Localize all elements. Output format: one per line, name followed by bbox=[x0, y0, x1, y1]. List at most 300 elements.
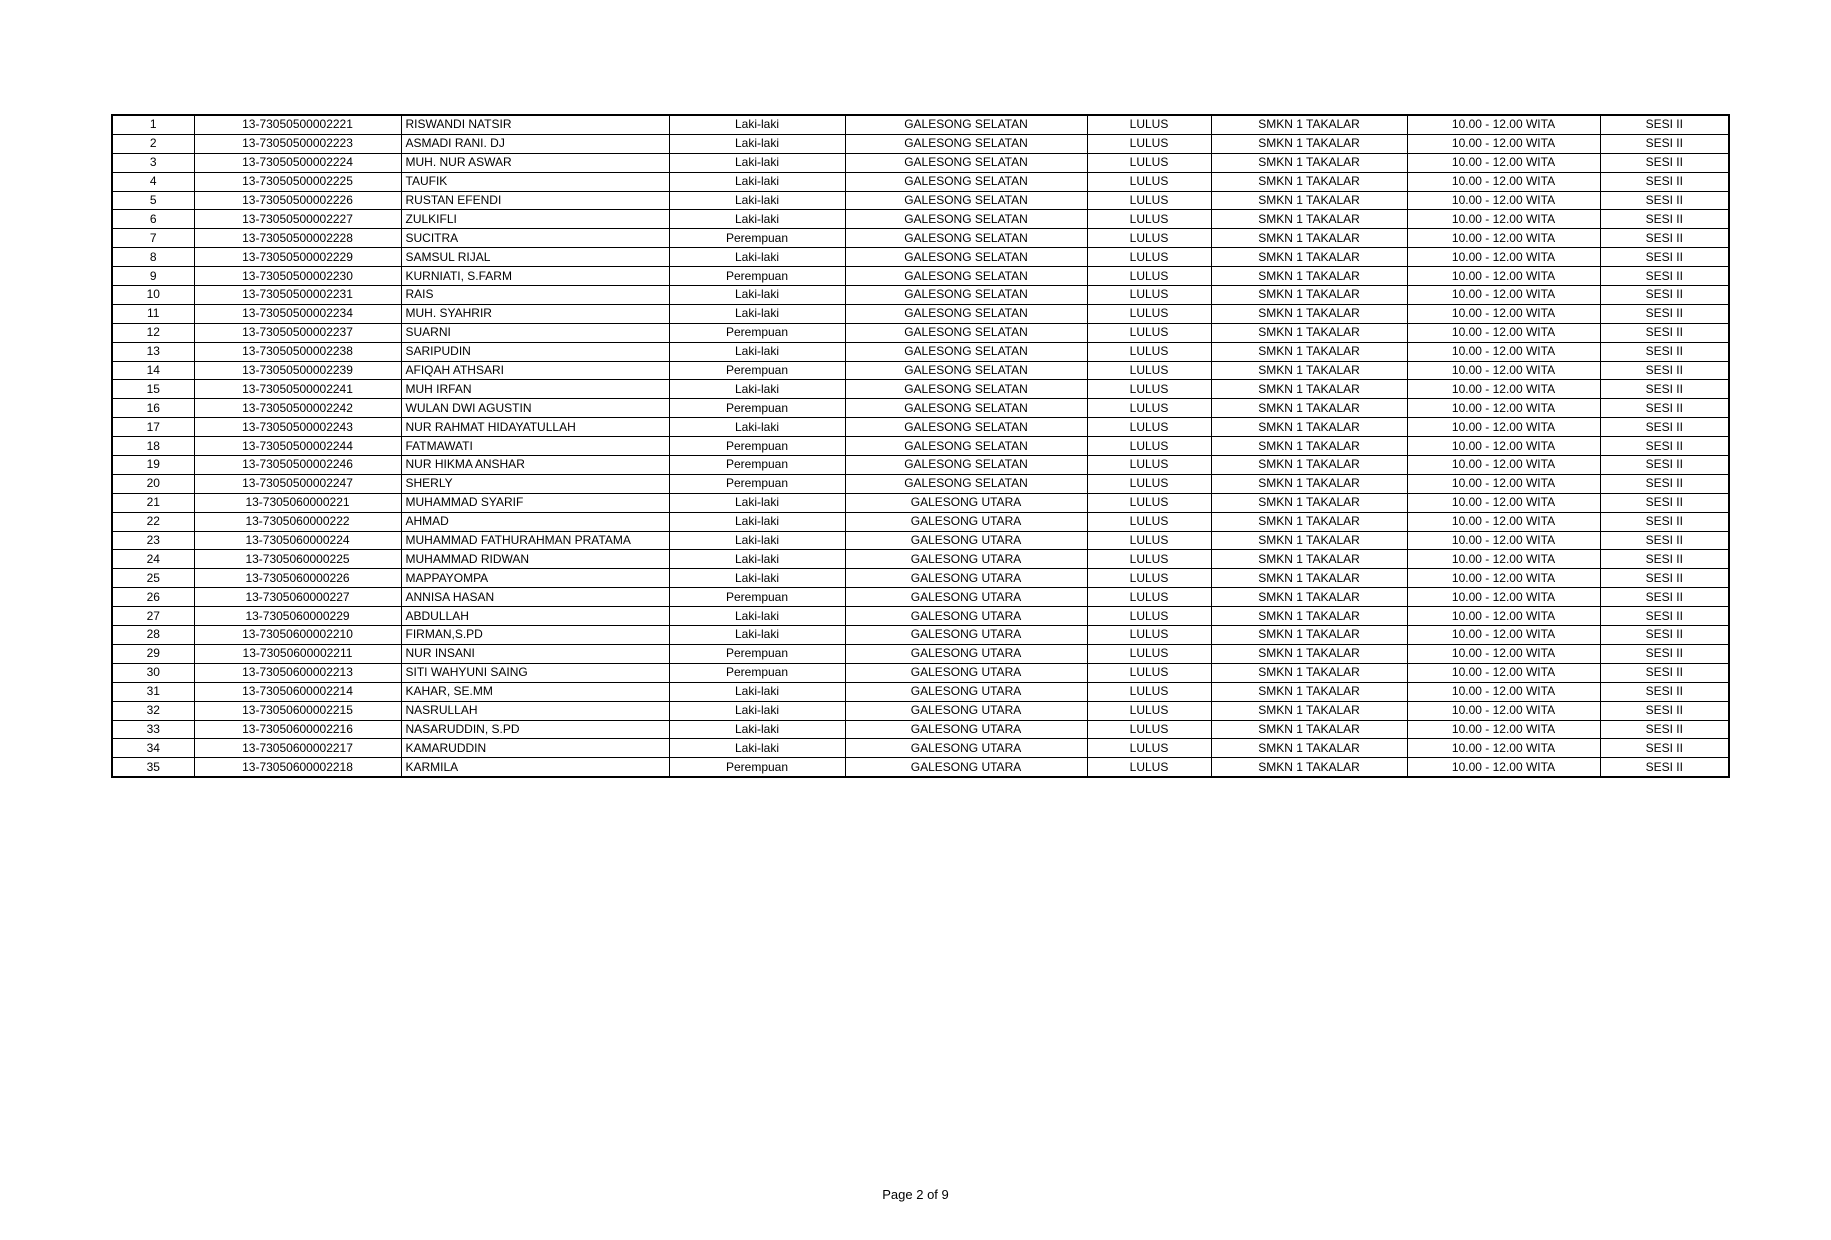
participant-id-cell: 13-73050500002244 bbox=[194, 437, 401, 456]
session-cell: SESI II bbox=[1600, 493, 1729, 512]
time-slot-cell: 10.00 - 12.00 WITA bbox=[1407, 758, 1600, 777]
gender-cell: Laki-laki bbox=[669, 172, 845, 191]
status-cell: LULUS bbox=[1087, 512, 1211, 531]
district-cell: GALESONG SELATAN bbox=[845, 267, 1087, 286]
school-cell: SMKN 1 TAKALAR bbox=[1211, 644, 1407, 663]
participant-id-cell: 13-73050600002217 bbox=[194, 739, 401, 758]
participant-name-cell: MUH IRFAN bbox=[401, 380, 669, 399]
time-slot-cell: 10.00 - 12.00 WITA bbox=[1407, 267, 1600, 286]
status-cell: LULUS bbox=[1087, 172, 1211, 191]
gender-cell: Perempuan bbox=[669, 437, 845, 456]
status-cell: LULUS bbox=[1087, 361, 1211, 380]
time-slot-cell: 10.00 - 12.00 WITA bbox=[1407, 720, 1600, 739]
row-number-cell: 32 bbox=[112, 701, 194, 720]
school-cell: SMKN 1 TAKALAR bbox=[1211, 323, 1407, 342]
table-row bbox=[112, 720, 1729, 739]
table-row bbox=[112, 531, 1729, 550]
district-cell: GALESONG SELATAN bbox=[845, 248, 1087, 267]
status-cell: LULUS bbox=[1087, 115, 1211, 134]
status-cell: LULUS bbox=[1087, 682, 1211, 701]
status-cell: LULUS bbox=[1087, 286, 1211, 305]
district-cell: GALESONG SELATAN bbox=[845, 361, 1087, 380]
row-number-cell: 27 bbox=[112, 607, 194, 626]
session-cell: SESI II bbox=[1600, 758, 1729, 777]
school-cell: SMKN 1 TAKALAR bbox=[1211, 267, 1407, 286]
district-cell: GALESONG UTARA bbox=[845, 607, 1087, 626]
time-slot-cell: 10.00 - 12.00 WITA bbox=[1407, 456, 1600, 475]
session-cell: SESI II bbox=[1600, 191, 1729, 210]
table-row bbox=[112, 399, 1729, 418]
row-number-cell: 4 bbox=[112, 172, 194, 191]
participant-id-cell: 13-7305060000227 bbox=[194, 588, 401, 607]
gender-cell: Laki-laki bbox=[669, 286, 845, 305]
time-slot-cell: 10.00 - 12.00 WITA bbox=[1407, 286, 1600, 305]
row-number-cell: 8 bbox=[112, 248, 194, 267]
participant-name-cell: RISWANDI NATSIR bbox=[401, 115, 669, 134]
school-cell: SMKN 1 TAKALAR bbox=[1211, 550, 1407, 569]
status-cell: LULUS bbox=[1087, 569, 1211, 588]
table-row bbox=[112, 569, 1729, 588]
table-row bbox=[112, 342, 1729, 361]
participant-name-cell: NUR RAHMAT HIDAYATULLAH bbox=[401, 418, 669, 437]
row-number-cell: 30 bbox=[112, 663, 194, 682]
gender-cell: Perempuan bbox=[669, 474, 845, 493]
gender-cell: Laki-laki bbox=[669, 418, 845, 437]
gender-cell: Laki-laki bbox=[669, 531, 845, 550]
table-row bbox=[112, 153, 1729, 172]
session-cell: SESI II bbox=[1600, 626, 1729, 645]
district-cell: GALESONG SELATAN bbox=[845, 210, 1087, 229]
table-row bbox=[112, 418, 1729, 437]
school-cell: SMKN 1 TAKALAR bbox=[1211, 342, 1407, 361]
status-cell: LULUS bbox=[1087, 437, 1211, 456]
district-cell: GALESONG SELATAN bbox=[845, 115, 1087, 134]
row-number-cell: 22 bbox=[112, 512, 194, 531]
school-cell: SMKN 1 TAKALAR bbox=[1211, 569, 1407, 588]
participant-id-cell: 13-73050600002211 bbox=[194, 644, 401, 663]
participant-name-cell: SHERLY bbox=[401, 474, 669, 493]
school-cell: SMKN 1 TAKALAR bbox=[1211, 437, 1407, 456]
status-cell: LULUS bbox=[1087, 323, 1211, 342]
school-cell: SMKN 1 TAKALAR bbox=[1211, 172, 1407, 191]
district-cell: GALESONG UTARA bbox=[845, 626, 1087, 645]
district-cell: GALESONG UTARA bbox=[845, 531, 1087, 550]
status-cell: LULUS bbox=[1087, 607, 1211, 626]
session-cell: SESI II bbox=[1600, 569, 1729, 588]
session-cell: SESI II bbox=[1600, 304, 1729, 323]
school-cell: SMKN 1 TAKALAR bbox=[1211, 474, 1407, 493]
participant-name-cell: NASRULLAH bbox=[401, 701, 669, 720]
gender-cell: Perempuan bbox=[669, 229, 845, 248]
participant-name-cell: SUARNI bbox=[401, 323, 669, 342]
participant-name-cell: MUHAMMAD FATHURAHMAN PRATAMA bbox=[401, 531, 669, 550]
gender-cell: Laki-laki bbox=[669, 512, 845, 531]
time-slot-cell: 10.00 - 12.00 WITA bbox=[1407, 588, 1600, 607]
table-row bbox=[112, 493, 1729, 512]
participant-name-cell: NUR INSANI bbox=[401, 644, 669, 663]
time-slot-cell: 10.00 - 12.00 WITA bbox=[1407, 550, 1600, 569]
school-cell: SMKN 1 TAKALAR bbox=[1211, 607, 1407, 626]
school-cell: SMKN 1 TAKALAR bbox=[1211, 304, 1407, 323]
table-row bbox=[112, 134, 1729, 153]
district-cell: GALESONG UTARA bbox=[845, 550, 1087, 569]
participant-id-cell: 13-73050500002231 bbox=[194, 286, 401, 305]
row-number-cell: 21 bbox=[112, 493, 194, 512]
status-cell: LULUS bbox=[1087, 399, 1211, 418]
school-cell: SMKN 1 TAKALAR bbox=[1211, 134, 1407, 153]
gender-cell: Laki-laki bbox=[669, 248, 845, 267]
district-cell: GALESONG SELATAN bbox=[845, 286, 1087, 305]
participant-id-cell: 13-73050500002225 bbox=[194, 172, 401, 191]
participant-id-cell: 13-73050500002237 bbox=[194, 323, 401, 342]
status-cell: LULUS bbox=[1087, 229, 1211, 248]
gender-cell: Laki-laki bbox=[669, 682, 845, 701]
table-row bbox=[112, 663, 1729, 682]
school-cell: SMKN 1 TAKALAR bbox=[1211, 720, 1407, 739]
table-row bbox=[112, 701, 1729, 720]
participant-name-cell: ASMADI RANI. DJ bbox=[401, 134, 669, 153]
row-number-cell: 28 bbox=[112, 626, 194, 645]
school-cell: SMKN 1 TAKALAR bbox=[1211, 191, 1407, 210]
participant-id-cell: 13-73050600002215 bbox=[194, 701, 401, 720]
status-cell: LULUS bbox=[1087, 248, 1211, 267]
gender-cell: Perempuan bbox=[669, 588, 845, 607]
row-number-cell: 18 bbox=[112, 437, 194, 456]
time-slot-cell: 10.00 - 12.00 WITA bbox=[1407, 607, 1600, 626]
district-cell: GALESONG SELATAN bbox=[845, 304, 1087, 323]
session-cell: SESI II bbox=[1600, 229, 1729, 248]
time-slot-cell: 10.00 - 12.00 WITA bbox=[1407, 418, 1600, 437]
school-cell: SMKN 1 TAKALAR bbox=[1211, 286, 1407, 305]
participant-id-cell: 13-73050500002238 bbox=[194, 342, 401, 361]
district-cell: GALESONG UTARA bbox=[845, 644, 1087, 663]
school-cell: SMKN 1 TAKALAR bbox=[1211, 456, 1407, 475]
participant-name-cell: FIRMAN,S.PD bbox=[401, 626, 669, 645]
district-cell: GALESONG SELATAN bbox=[845, 191, 1087, 210]
status-cell: LULUS bbox=[1087, 550, 1211, 569]
participant-id-cell: 13-73050500002230 bbox=[194, 267, 401, 286]
status-cell: LULUS bbox=[1087, 342, 1211, 361]
district-cell: GALESONG SELATAN bbox=[845, 134, 1087, 153]
session-cell: SESI II bbox=[1600, 682, 1729, 701]
table-row bbox=[112, 380, 1729, 399]
gender-cell: Laki-laki bbox=[669, 191, 845, 210]
participant-table bbox=[111, 114, 1730, 778]
status-cell: LULUS bbox=[1087, 456, 1211, 475]
participant-name-cell: AFIQAH ATHSARI bbox=[401, 361, 669, 380]
gender-cell: Laki-laki bbox=[669, 550, 845, 569]
table-row bbox=[112, 739, 1729, 758]
row-number-cell: 11 bbox=[112, 304, 194, 323]
district-cell: GALESONG UTARA bbox=[845, 493, 1087, 512]
time-slot-cell: 10.00 - 12.00 WITA bbox=[1407, 493, 1600, 512]
row-number-cell: 6 bbox=[112, 210, 194, 229]
row-number-cell: 25 bbox=[112, 569, 194, 588]
table-row bbox=[112, 437, 1729, 456]
gender-cell: Perempuan bbox=[669, 267, 845, 286]
participant-name-cell: NUR HIKMA ANSHAR bbox=[401, 456, 669, 475]
participant-id-cell: 13-73050500002241 bbox=[194, 380, 401, 399]
gender-cell: Laki-laki bbox=[669, 342, 845, 361]
participant-name-cell: KAMARUDDIN bbox=[401, 739, 669, 758]
school-cell: SMKN 1 TAKALAR bbox=[1211, 701, 1407, 720]
participant-name-cell: ABDULLAH bbox=[401, 607, 669, 626]
district-cell: GALESONG SELATAN bbox=[845, 172, 1087, 191]
table-row bbox=[112, 607, 1729, 626]
time-slot-cell: 10.00 - 12.00 WITA bbox=[1407, 437, 1600, 456]
table-row bbox=[112, 474, 1729, 493]
participant-id-cell: 13-7305060000226 bbox=[194, 569, 401, 588]
row-number-cell: 31 bbox=[112, 682, 194, 701]
participant-id-cell: 13-73050500002224 bbox=[194, 153, 401, 172]
school-cell: SMKN 1 TAKALAR bbox=[1211, 531, 1407, 550]
gender-cell: Laki-laki bbox=[669, 115, 845, 134]
status-cell: LULUS bbox=[1087, 758, 1211, 777]
row-number-cell: 19 bbox=[112, 456, 194, 475]
time-slot-cell: 10.00 - 12.00 WITA bbox=[1407, 361, 1600, 380]
district-cell: GALESONG UTARA bbox=[845, 720, 1087, 739]
row-number-cell: 10 bbox=[112, 286, 194, 305]
session-cell: SESI II bbox=[1600, 437, 1729, 456]
session-cell: SESI II bbox=[1600, 531, 1729, 550]
participant-name-cell: SARIPUDIN bbox=[401, 342, 669, 361]
table-row bbox=[112, 229, 1729, 248]
time-slot-cell: 10.00 - 12.00 WITA bbox=[1407, 153, 1600, 172]
gender-cell: Laki-laki bbox=[669, 720, 845, 739]
gender-cell: Perempuan bbox=[669, 323, 845, 342]
district-cell: GALESONG UTARA bbox=[845, 663, 1087, 682]
school-cell: SMKN 1 TAKALAR bbox=[1211, 588, 1407, 607]
participant-id-cell: 13-73050600002210 bbox=[194, 626, 401, 645]
school-cell: SMKN 1 TAKALAR bbox=[1211, 663, 1407, 682]
participant-name-cell: WULAN DWI AGUSTIN bbox=[401, 399, 669, 418]
participant-id-cell: 13-7305060000229 bbox=[194, 607, 401, 626]
row-number-cell: 20 bbox=[112, 474, 194, 493]
row-number-cell: 15 bbox=[112, 380, 194, 399]
status-cell: LULUS bbox=[1087, 493, 1211, 512]
participant-name-cell: FATMAWATI bbox=[401, 437, 669, 456]
participant-id-cell: 13-73050500002228 bbox=[194, 229, 401, 248]
session-cell: SESI II bbox=[1600, 663, 1729, 682]
session-cell: SESI II bbox=[1600, 512, 1729, 531]
district-cell: GALESONG SELATAN bbox=[845, 342, 1087, 361]
time-slot-cell: 10.00 - 12.00 WITA bbox=[1407, 474, 1600, 493]
table-row bbox=[112, 758, 1729, 777]
table-row bbox=[112, 682, 1729, 701]
district-cell: GALESONG SELATAN bbox=[845, 229, 1087, 248]
time-slot-cell: 10.00 - 12.00 WITA bbox=[1407, 380, 1600, 399]
district-cell: GALESONG UTARA bbox=[845, 758, 1087, 777]
session-cell: SESI II bbox=[1600, 115, 1729, 134]
district-cell: GALESONG SELATAN bbox=[845, 474, 1087, 493]
gender-cell: Laki-laki bbox=[669, 701, 845, 720]
table-row bbox=[112, 172, 1729, 191]
session-cell: SESI II bbox=[1600, 720, 1729, 739]
row-number-cell: 23 bbox=[112, 531, 194, 550]
time-slot-cell: 10.00 - 12.00 WITA bbox=[1407, 323, 1600, 342]
participant-name-cell: MUHAMMAD SYARIF bbox=[401, 493, 669, 512]
participant-name-cell: SITI WAHYUNI SAING bbox=[401, 663, 669, 682]
participant-id-cell: 13-73050500002221 bbox=[194, 115, 401, 134]
row-number-cell: 13 bbox=[112, 342, 194, 361]
session-cell: SESI II bbox=[1600, 701, 1729, 720]
participant-id-cell: 13-73050500002247 bbox=[194, 474, 401, 493]
session-cell: SESI II bbox=[1600, 474, 1729, 493]
table-row bbox=[112, 361, 1729, 380]
time-slot-cell: 10.00 - 12.00 WITA bbox=[1407, 172, 1600, 191]
row-number-cell: 35 bbox=[112, 758, 194, 777]
status-cell: LULUS bbox=[1087, 644, 1211, 663]
table-row bbox=[112, 512, 1729, 531]
participant-name-cell: RAIS bbox=[401, 286, 669, 305]
participant-name-cell: MAPPAYOMPA bbox=[401, 569, 669, 588]
session-cell: SESI II bbox=[1600, 153, 1729, 172]
session-cell: SESI II bbox=[1600, 267, 1729, 286]
school-cell: SMKN 1 TAKALAR bbox=[1211, 418, 1407, 437]
time-slot-cell: 10.00 - 12.00 WITA bbox=[1407, 134, 1600, 153]
status-cell: LULUS bbox=[1087, 380, 1211, 399]
session-cell: SESI II bbox=[1600, 380, 1729, 399]
session-cell: SESI II bbox=[1600, 607, 1729, 626]
school-cell: SMKN 1 TAKALAR bbox=[1211, 115, 1407, 134]
participant-id-cell: 13-73050500002223 bbox=[194, 134, 401, 153]
row-number-cell: 33 bbox=[112, 720, 194, 739]
time-slot-cell: 10.00 - 12.00 WITA bbox=[1407, 701, 1600, 720]
participant-name-cell: ANNISA HASAN bbox=[401, 588, 669, 607]
school-cell: SMKN 1 TAKALAR bbox=[1211, 153, 1407, 172]
district-cell: GALESONG SELATAN bbox=[845, 153, 1087, 172]
row-number-cell: 3 bbox=[112, 153, 194, 172]
table-row bbox=[112, 644, 1729, 663]
district-cell: GALESONG SELATAN bbox=[845, 399, 1087, 418]
status-cell: LULUS bbox=[1087, 626, 1211, 645]
table-row bbox=[112, 248, 1729, 267]
status-cell: LULUS bbox=[1087, 663, 1211, 682]
participant-id-cell: 13-73050500002243 bbox=[194, 418, 401, 437]
row-number-cell: 24 bbox=[112, 550, 194, 569]
time-slot-cell: 10.00 - 12.00 WITA bbox=[1407, 399, 1600, 418]
district-cell: GALESONG UTARA bbox=[845, 682, 1087, 701]
participant-id-cell: 13-73050500002246 bbox=[194, 456, 401, 475]
session-cell: SESI II bbox=[1600, 342, 1729, 361]
table-row bbox=[112, 588, 1729, 607]
status-cell: LULUS bbox=[1087, 588, 1211, 607]
gender-cell: Perempuan bbox=[669, 644, 845, 663]
row-number-cell: 1 bbox=[112, 115, 194, 134]
gender-cell: Perempuan bbox=[669, 663, 845, 682]
table-row bbox=[112, 210, 1729, 229]
status-cell: LULUS bbox=[1087, 304, 1211, 323]
district-cell: GALESONG SELATAN bbox=[845, 380, 1087, 399]
status-cell: LULUS bbox=[1087, 531, 1211, 550]
participant-id-cell: 13-7305060000224 bbox=[194, 531, 401, 550]
time-slot-cell: 10.00 - 12.00 WITA bbox=[1407, 342, 1600, 361]
participant-id-cell: 13-7305060000222 bbox=[194, 512, 401, 531]
school-cell: SMKN 1 TAKALAR bbox=[1211, 361, 1407, 380]
gender-cell: Perempuan bbox=[669, 456, 845, 475]
session-cell: SESI II bbox=[1600, 286, 1729, 305]
session-cell: SESI II bbox=[1600, 399, 1729, 418]
participant-name-cell: TAUFIK bbox=[401, 172, 669, 191]
page-footer bbox=[0, 1187, 1831, 1202]
session-cell: SESI II bbox=[1600, 739, 1729, 758]
time-slot-cell: 10.00 - 12.00 WITA bbox=[1407, 115, 1600, 134]
district-cell: GALESONG SELATAN bbox=[845, 323, 1087, 342]
gender-cell: Laki-laki bbox=[669, 210, 845, 229]
row-number-cell: 34 bbox=[112, 739, 194, 758]
district-cell: GALESONG UTARA bbox=[845, 701, 1087, 720]
school-cell: SMKN 1 TAKALAR bbox=[1211, 248, 1407, 267]
participant-id-cell: 13-73050500002242 bbox=[194, 399, 401, 418]
row-number-cell: 5 bbox=[112, 191, 194, 210]
table-row bbox=[112, 626, 1729, 645]
time-slot-cell: 10.00 - 12.00 WITA bbox=[1407, 626, 1600, 645]
participant-name-cell: ZULKIFLI bbox=[401, 210, 669, 229]
participant-name-cell: MUHAMMAD RIDWAN bbox=[401, 550, 669, 569]
district-cell: GALESONG UTARA bbox=[845, 512, 1087, 531]
participant-id-cell: 13-73050500002239 bbox=[194, 361, 401, 380]
time-slot-cell: 10.00 - 12.00 WITA bbox=[1407, 191, 1600, 210]
page-number: Page 2 of 9 bbox=[882, 1187, 949, 1202]
status-cell: LULUS bbox=[1087, 134, 1211, 153]
status-cell: LULUS bbox=[1087, 153, 1211, 172]
participant-id-cell: 13-73050600002218 bbox=[194, 758, 401, 777]
row-number-cell: 12 bbox=[112, 323, 194, 342]
participant-id-cell: 13-73050600002214 bbox=[194, 682, 401, 701]
time-slot-cell: 10.00 - 12.00 WITA bbox=[1407, 210, 1600, 229]
table-row bbox=[112, 115, 1729, 134]
session-cell: SESI II bbox=[1600, 361, 1729, 380]
time-slot-cell: 10.00 - 12.00 WITA bbox=[1407, 682, 1600, 701]
table-row bbox=[112, 456, 1729, 475]
district-cell: GALESONG UTARA bbox=[845, 588, 1087, 607]
row-number-cell: 14 bbox=[112, 361, 194, 380]
gender-cell: Perempuan bbox=[669, 399, 845, 418]
participant-name-cell: SUCITRA bbox=[401, 229, 669, 248]
school-cell: SMKN 1 TAKALAR bbox=[1211, 739, 1407, 758]
session-cell: SESI II bbox=[1600, 248, 1729, 267]
gender-cell: Laki-laki bbox=[669, 380, 845, 399]
time-slot-cell: 10.00 - 12.00 WITA bbox=[1407, 512, 1600, 531]
table-row bbox=[112, 323, 1729, 342]
session-cell: SESI II bbox=[1600, 323, 1729, 342]
school-cell: SMKN 1 TAKALAR bbox=[1211, 758, 1407, 777]
session-cell: SESI II bbox=[1600, 456, 1729, 475]
status-cell: LULUS bbox=[1087, 701, 1211, 720]
row-number-cell: 7 bbox=[112, 229, 194, 248]
participant-name-cell: AHMAD bbox=[401, 512, 669, 531]
time-slot-cell: 10.00 - 12.00 WITA bbox=[1407, 569, 1600, 588]
status-cell: LULUS bbox=[1087, 720, 1211, 739]
gender-cell: Perempuan bbox=[669, 758, 845, 777]
status-cell: LULUS bbox=[1087, 739, 1211, 758]
status-cell: LULUS bbox=[1087, 191, 1211, 210]
school-cell: SMKN 1 TAKALAR bbox=[1211, 512, 1407, 531]
participant-id-cell: 13-7305060000225 bbox=[194, 550, 401, 569]
time-slot-cell: 10.00 - 12.00 WITA bbox=[1407, 739, 1600, 758]
participant-name-cell: NASARUDDIN, S.PD bbox=[401, 720, 669, 739]
gender-cell: Laki-laki bbox=[669, 569, 845, 588]
status-cell: LULUS bbox=[1087, 418, 1211, 437]
district-cell: GALESONG SELATAN bbox=[845, 437, 1087, 456]
school-cell: SMKN 1 TAKALAR bbox=[1211, 210, 1407, 229]
row-number-cell: 16 bbox=[112, 399, 194, 418]
status-cell: LULUS bbox=[1087, 474, 1211, 493]
table-row bbox=[112, 267, 1729, 286]
participant-name-cell: MUH. SYAHRIR bbox=[401, 304, 669, 323]
status-cell: LULUS bbox=[1087, 267, 1211, 286]
table-row bbox=[112, 550, 1729, 569]
